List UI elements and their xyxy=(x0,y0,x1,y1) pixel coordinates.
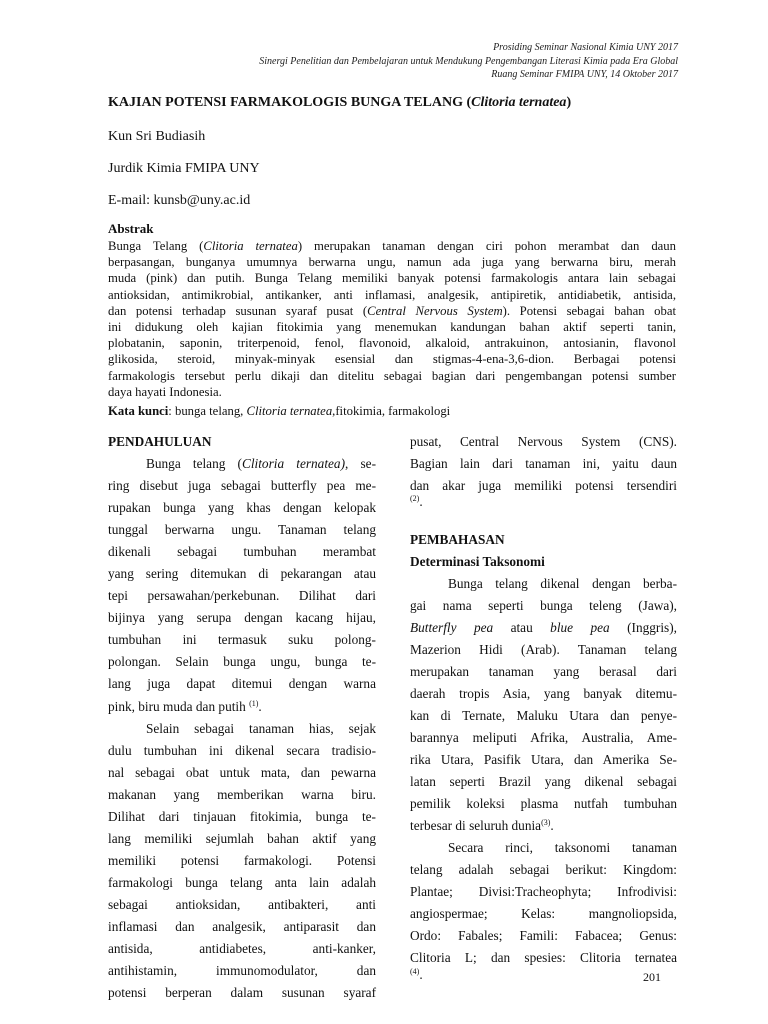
body-line: terbesar di seluruh dunia$^{(3)}$. xyxy=(410,818,554,833)
body-line: antisida, antidiabetes, anti-kanker, xyxy=(108,941,376,956)
abstract-line: Bunga Telang (Clitoria ternatea) merupakan tanaman dengan ciri pohon merambat dan daun xyxy=(108,239,676,253)
body-line: Ordo: Fabales; Famili: Fabacea; Genus: xyxy=(410,928,677,943)
body-line: pink, biru muda dan putih $^{(1)}$. xyxy=(108,699,262,714)
abstract-line: farmakologis tersebut perlu dikaji dan ditelitu sebagai bagian dari pengembangan potensi sumber xyxy=(108,368,676,383)
body-line: nal sebagai obat untuk mata, dan pewarna xyxy=(108,765,376,780)
body-line: lang memiliki sejumlah bahan aktif yang xyxy=(108,831,376,846)
abstract-line: dan potensi terhadap susunan syaraf pusat (Central Nervous System). Potensi sebagai bahan obat xyxy=(108,303,676,318)
section-heading-pendahuluan: PENDAHULUAN xyxy=(108,434,212,449)
body-line: pemilik koleksi plasma nutfah tumbuhan xyxy=(410,796,677,811)
body-line: angiospermae; Kelas: mangnoliopsida, xyxy=(410,906,677,921)
abstract-line: muda (pink) dan putih. Bunga Telang memiliki banyak potensi farmakologis antara lain sebagai xyxy=(108,271,676,286)
body-line: tunggal berwarna ungu. Tanaman telang xyxy=(108,522,376,537)
keywords: Kata kunci: bunga telang, Clitoria ternatea,fitokimia, farmakologi xyxy=(108,404,451,418)
citation-marker: (4) xyxy=(410,967,420,976)
body-line: Selain sebagai tanaman hias, sejak xyxy=(146,721,376,736)
title-text: KAJIAN POTENSI FARMAKOLOGIS BUNGA TELANG ( xyxy=(108,95,472,110)
body-line: yang sering ditemukan di pekarangan atau xyxy=(108,566,376,581)
body-line: Bunga telang (Clitoria ternatea), se- xyxy=(146,456,376,471)
author-affiliation: Jurdik Kimia FMIPA UNY xyxy=(108,161,260,176)
subsection-heading-determinasi: Determinasi Taksonomi xyxy=(410,554,545,569)
body-line: sebagai antioksidan, antibakteri, anti xyxy=(108,897,376,912)
title-scientific-name: Clitoria ternatea xyxy=(471,95,567,110)
abstract-body xyxy=(108,238,676,400)
body-line: telang adalah sebagai berikut: Kingdom: xyxy=(410,862,677,877)
body-line: memiliki potensi farmakologi. Potensi xyxy=(108,853,376,868)
body-line: barannya meliputi Afrika, Australia, Ame- xyxy=(410,730,677,745)
body-line: pusat, Central Nervous System (CNS). xyxy=(410,434,677,449)
body-line: rupakan bunga yang khas dengan kelopak xyxy=(108,500,376,515)
abstract-line: antioksidan, antimikrobial, antikanker, anti inflamasi, analgesik, antipiretik, antidiabetik, antisida, xyxy=(108,287,676,302)
citation-marker: (3) xyxy=(541,818,551,827)
body-line: ring disebut juga sebagai butterfly pea me- xyxy=(108,478,376,493)
body-line: $^{(2)}$. xyxy=(410,494,423,509)
abstract-line: glikosida, steroid, minyak-minyak esensial dan stigmas-4-ena-3,6-dion. Berbagai potensi xyxy=(108,352,676,367)
body-line: merupakan tanaman yang berasal dari xyxy=(410,664,677,679)
abstract-line: berpasangan, bunganya umumnya berwarna ungu, namun ada juga yang berwarna biru, merah xyxy=(108,255,676,270)
body-line: Butterfly pea atau blue pea (Inggris), xyxy=(410,620,677,635)
author-email: E-mail: kunsb@uny.ac.id xyxy=(108,193,251,208)
body-line: Secara rinci, taksonomi tanaman xyxy=(448,840,677,855)
body-line: lang juga dapat ditemui dengan warna xyxy=(108,676,376,691)
body-line: antihistamin, immunomodulator, dan xyxy=(108,963,376,978)
body-line: dikenali sebagai tumbuhan merambat xyxy=(108,544,376,559)
abstract-line: ini didukung oleh kajian fitokimia yang menemukan kandungan bahan aktif seperti tanin, xyxy=(108,320,676,335)
paper-title xyxy=(108,94,688,112)
title-close: ) xyxy=(566,95,572,110)
section-heading-pembahasan: PEMBAHASAN xyxy=(410,532,505,547)
body-line: polongan. Selain bunga ungu, bunga te- xyxy=(108,654,376,669)
citation-marker: (1) xyxy=(249,699,259,708)
body-line: Bunga telang dikenal dengan berba- xyxy=(448,576,677,591)
author-name: Kun Sri Budiasih xyxy=(108,129,206,144)
body-line: tumbuhan ini termasuk suku polong- xyxy=(108,632,376,647)
body-line: $^{(4)}$. xyxy=(410,967,423,982)
abstract-line: plobatanin, saponin, triterpenoid, fenol, flavonoid, alkaloid, antrakuinon, antosianin, flavonol xyxy=(108,336,676,351)
header-venue-date: Ruang Seminar FMIPA UNY, 14 Oktober 2017 xyxy=(491,69,678,80)
body-line: inflamasi dan analgesik, antiparasit dan xyxy=(108,919,376,934)
body-line: tepi persawahan/perkebunan. Dilihat dari xyxy=(108,588,376,603)
keywords-label: Kata kunci xyxy=(108,404,169,418)
body-line: Plantae; Divisi:Tracheophyta; Infrodivisi: xyxy=(410,884,677,899)
body-line: Clitoria L; dan spesies: Clitoria ternatea xyxy=(410,950,677,965)
header-proceedings-title: Prosiding Seminar Nasional Kimia UNY 2017 xyxy=(493,42,678,53)
body-line: dulu tumbuhan ini dikenal secara tradisio- xyxy=(108,743,376,758)
body-line: rika Utara, Pasifik Utara, dan Amerika Se- xyxy=(410,752,677,767)
body-line: kan di Ternate, Maluku Utara dan penye- xyxy=(410,708,677,723)
body-line: Mazerion Hidi (Arab). Tanaman telang xyxy=(410,642,677,657)
abstract-heading: Abstrak xyxy=(108,221,154,236)
body-line: farmakologi bunga telang anta lain adalah xyxy=(108,875,376,890)
body-line: bijinya yang serupa dengan kacang hijau, xyxy=(108,610,376,625)
abstract-line: daya hayati Indonesia. xyxy=(108,384,222,399)
body-line: Bagian lain dari tanaman ini, yaitu daun xyxy=(410,456,677,471)
body-line: gai nama seperti bunga teleng (Jawa), xyxy=(410,598,677,613)
citation-marker: (2) xyxy=(410,494,420,503)
header-seminar-theme: Sinergi Penelitian dan Pembelajaran untuk Mendukung Pengembangan Literasi Kimia pada Era Global xyxy=(259,55,678,67)
body-line: latan seperti Brazil yang dikenal sebagai xyxy=(410,774,677,789)
body-line: makanan yang memberikan warna biru. xyxy=(108,787,376,802)
body-line: dan akar juga memiliki potensi tersendiri xyxy=(410,478,677,493)
body-line: potensi berperan dalam susunan syaraf xyxy=(108,985,376,1000)
body-line: daerah tropis Asia, yang banyak ditemu- xyxy=(410,686,677,701)
running-header xyxy=(158,41,678,82)
body-line: Dilihat dari tinjauan fitokimia, bunga te- xyxy=(108,809,376,824)
page-number: 201 xyxy=(643,970,661,984)
